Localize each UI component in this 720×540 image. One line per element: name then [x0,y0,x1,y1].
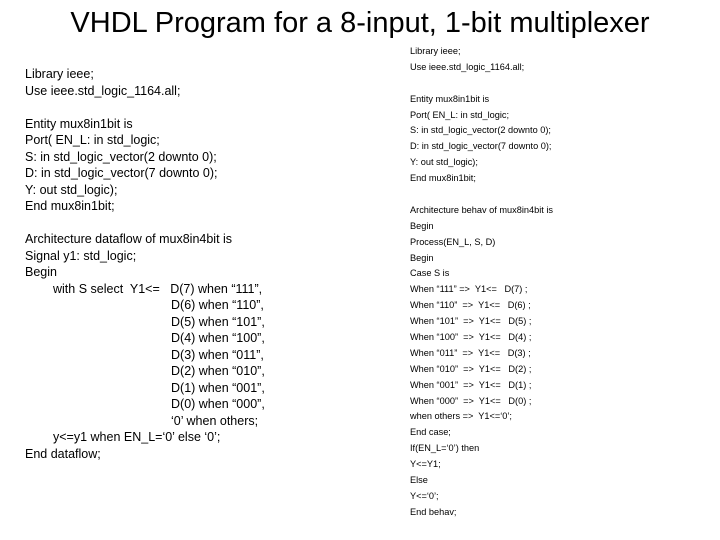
code-line: End case; [410,427,451,438]
code-line: D: in std_logic_vector(7 downto 0); [410,141,552,152]
code-line: S: in std_logic_vector(2 downto 0); [25,149,217,164]
code-line: D(5) when “101”, [171,314,265,329]
code-line: Begin [25,265,57,279]
code-line: ‘0’ when others; [171,413,259,428]
code-line: Library ieee; [25,67,94,81]
behavioral-code-block [410,44,715,521]
code-line: End dataflow; [25,446,101,461]
code-line: D(1) when “001”, [171,380,265,395]
code-line: D(6) when “110”, [171,298,264,312]
code-line: Architecture behav of mux8in4bit is [410,204,553,215]
code-line: When “111” => Y1<= D(7) ; [410,284,528,295]
code-line: Y<=Y1; [410,459,441,470]
code-line: D(0) when “000”, [171,397,265,411]
code-line: D(3) when “011”, [171,347,264,362]
dataflow-code-block [25,66,405,462]
code-line: S: in std_logic_vector(2 downto 0); [410,125,551,136]
code-line: with S select Y1<= D(7) when “111”, [53,281,263,296]
code-line: When “101” => Y1<= D(5) ; [410,316,532,327]
code-line: Process(EN_L, S, D) [410,236,496,247]
code-line: Entity mux8in1bit is [25,116,133,131]
code-line: End behav; [410,506,457,517]
code-line: D(2) when “010”, [171,364,265,378]
code-line: D(4) when “100”, [171,331,265,345]
code-line: when others => Y1<=‘0’; [410,411,512,422]
code-line: Port( EN_L: in std_logic; [410,109,510,120]
code-line: Entity mux8in1bit is [410,93,490,104]
code-line: Port( EN_L: in std_logic; [25,133,160,147]
code-line: When “100” => Y1<= D(4) ; [410,332,532,343]
code-line: End mux8in1bit; [25,199,115,213]
code-line: Case S is [410,268,450,279]
code-line: Signal y1: std_logic; [25,248,137,263]
code-line: Begin [410,252,434,263]
page-title: VHDL Program for a 8-input, 1-bit multiplexer [70,7,650,39]
code-line: D: in std_logic_vector(7 downto 0); [25,166,218,180]
code-line: Architecture dataflow of mux8in4bit is [25,232,233,246]
code-line: When “110” => Y1<= D(6) ; [410,300,531,311]
code-line: Y: out std_logic); [25,182,118,197]
code-line: End mux8in1bit; [410,173,476,184]
code-line: Else [410,475,428,486]
code-line: Library ieee; [410,46,461,56]
code-line: When “000” => Y1<= D(0) ; [410,395,532,406]
code-line: y<=y1 when EN_L=‘0’ else ‘0’; [53,430,221,444]
code-line: When “011” => Y1<= D(3) ; [410,347,531,358]
code-line: Y: out std_logic); [410,157,478,168]
code-line: When “001” => Y1<= D(1) ; [410,379,532,390]
code-line: Y<=‘0’; [410,490,439,501]
code-line: If(EN_L=‘0’) then [410,443,480,454]
code-line: When “010” => Y1<= D(2) ; [410,363,532,374]
code-line: Begin [410,220,434,231]
code-line: Use ieee.std_logic_1164.all; [25,83,181,98]
code-line: Use ieee.std_logic_1164.all; [410,61,525,72]
